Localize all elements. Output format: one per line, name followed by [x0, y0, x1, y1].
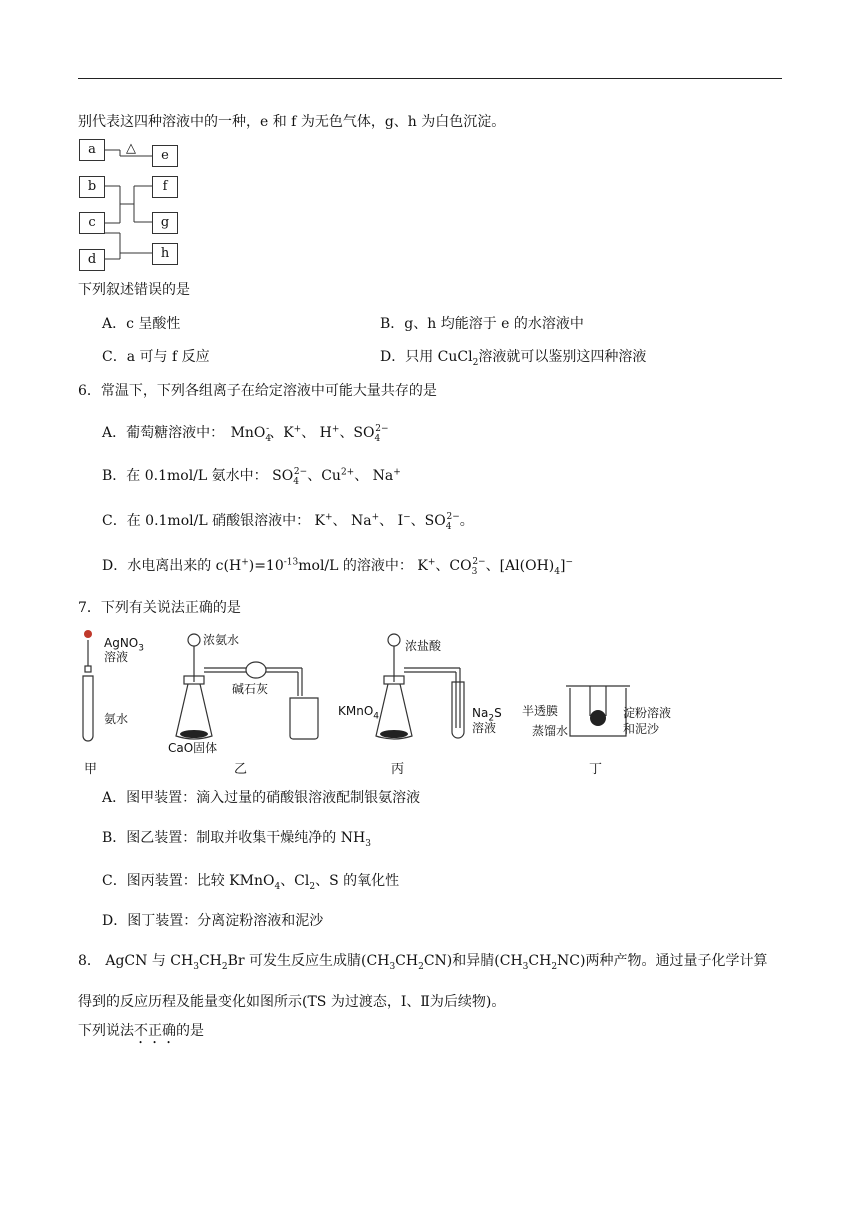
- q5-intro: 别代表这四种溶液中的一种，e 和 f 为无色气体，g、h 为白色沉淀。: [78, 114, 506, 130]
- q7-stem: 7．下列有关说法正确的是: [78, 600, 241, 616]
- q5-option-c: C．a 可与 f 反应: [102, 349, 210, 365]
- caption-ding: 丁: [589, 762, 603, 777]
- yi-label-solid: CaO固体: [168, 741, 218, 755]
- q7-option-b: B．图乙装置：制取并收集干燥纯净的 $NH_3$: [102, 830, 371, 849]
- node-h: h: [152, 243, 178, 265]
- jia-label-ammonia: 氨水: [104, 712, 129, 726]
- caption-bing: 丙: [391, 762, 405, 777]
- yi-label-top: 浓氨水: [203, 633, 240, 647]
- q8-line2: 得到的反应历程及能量变化如图所示(TS 为过渡态，Ⅰ、Ⅱ为后续物)。: [78, 994, 506, 1010]
- q5-option-b: B．g、h 均能溶于 e 的水溶液中: [380, 316, 584, 332]
- yi-label-dry: 碱石灰: [232, 682, 269, 696]
- q6-stem: 6．常温下，下列各组离子在给定溶液中可能大量共存的是: [78, 383, 437, 399]
- q6-option-a: A．葡萄糖溶液中： MnO$_4$-、K+、 H+、$SO_4^{2-}$: [102, 424, 389, 444]
- bing-label-solid: KMnO$_4$: [338, 704, 380, 722]
- caption-yi: 乙: [234, 762, 248, 777]
- q7-option-d: D．图丁装置：分离淀粉溶液和泥沙: [102, 913, 324, 929]
- q5-option-d: D．只用 CuCl$_2$溶液就可以鉴别这四种溶液: [380, 349, 647, 368]
- q7-option-c: C．图丙装置：比较 KMnO$_4$、$Cl_2$、S 的氧化性: [102, 873, 400, 892]
- q8-line1: 8． AgCN 与 $CH_3CH_2Br$ 可发生反应生成腈$(CH_3CH_2CN)$和异腈$(CH_3CH_2NC)$两种产物。通过量子化学计算: [78, 953, 768, 972]
- bing-label-top: 浓盐酸: [405, 639, 442, 653]
- caption-jia: 甲: [84, 762, 98, 777]
- node-e: e: [152, 145, 178, 167]
- ding-label-water: 蒸馏水: [532, 724, 569, 738]
- q6-option-b: B．在 0.1mol/L 氨水中： $SO_4^{2-}$、$Cu^{2+}$、 Na+: [102, 467, 401, 487]
- ding-label-membrane: 半透膜: [522, 704, 559, 718]
- header-rule: [78, 78, 782, 79]
- node-g: g: [152, 212, 178, 234]
- node-c: c: [79, 212, 105, 234]
- node-a: a: [79, 139, 105, 161]
- jia-label-agno3: AgNO$_3$ 溶液: [104, 636, 144, 664]
- q6-option-c: C．在 0.1mol/L 硝酸银溶液中： K+、 Na+、 I−、$SO_4^{2-}$。: [102, 512, 474, 532]
- ding-label-sample: 淀粉溶液 和泥沙: [623, 706, 672, 736]
- q6-option-d: D．水电离出来的 $c(H^+)=10^{-13}mol/L$ 的溶液中： K+、$CO_3^{2-}$、$[Al(OH)_4]^-$: [102, 557, 574, 577]
- q5-stem: 下列叙述错误的是: [78, 282, 190, 298]
- q5-option-a: A．c 呈酸性: [102, 316, 181, 332]
- heat-symbol: △: [126, 141, 136, 156]
- bing-label-tube: $Na_2S$ 溶液: [472, 706, 502, 735]
- node-d: d: [79, 249, 105, 271]
- q8-stem: 下列说法不正确的是: [78, 1023, 204, 1039]
- node-b: b: [79, 176, 105, 198]
- q7-option-a: A．图甲装置：滴入过量的硝酸银溶液配制银氨溶液: [102, 790, 421, 806]
- node-f: f: [152, 176, 178, 198]
